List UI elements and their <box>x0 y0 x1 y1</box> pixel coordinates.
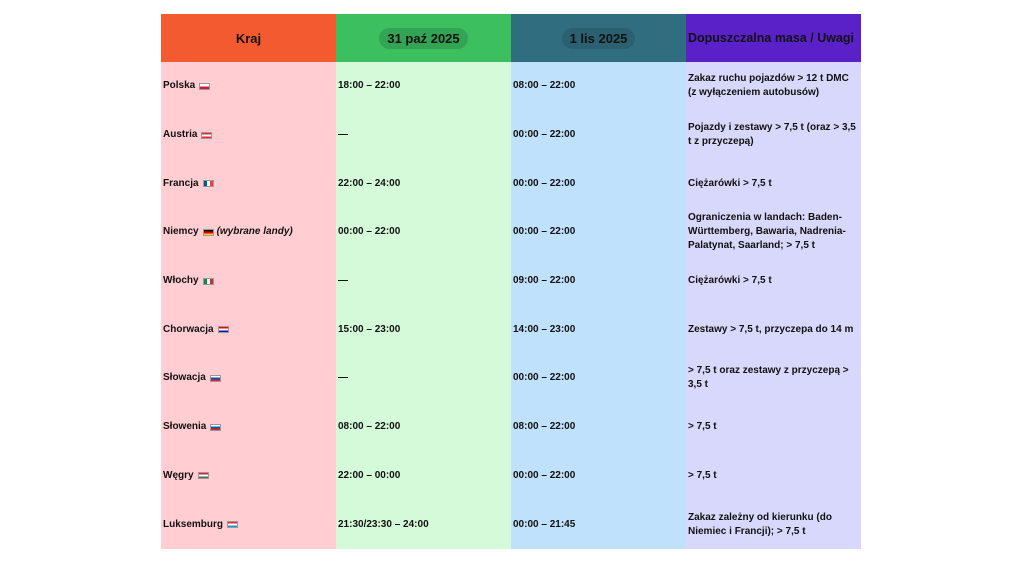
date1-cell: 21:30/23:30 – 24:00 <box>336 500 511 549</box>
flag-icon <box>203 180 214 187</box>
remarks-cell: Ograniczenia w landach: Baden-Württemberg, Bawaria, Nadrenia-Palatynat, Saarland; > 7,5 t <box>686 208 861 257</box>
table-row <box>161 62 861 111</box>
country-cell <box>161 62 336 111</box>
flag-icon <box>218 326 229 333</box>
remarks-cell: Pojazdy i zestawy > 7,5 t (oraz > 3,5 t z przyczepą) <box>686 111 861 160</box>
restrictions-table <box>161 14 861 549</box>
country-cell <box>161 452 336 501</box>
country-cell <box>161 111 336 160</box>
flag-icon <box>199 83 210 90</box>
table-row <box>161 111 861 160</box>
date2-cell: 00:00 – 21:45 <box>511 500 686 549</box>
flag-icon <box>203 278 214 285</box>
country-name: Francja <box>163 177 199 189</box>
country-name: Polska <box>163 80 196 92</box>
date2-cell: 00:00 – 22:00 <box>511 159 686 208</box>
country-name: Austria <box>163 129 198 141</box>
date1-cell: 22:00 – 00:00 <box>336 452 511 501</box>
date2-cell: 08:00 – 22:00 <box>511 403 686 452</box>
date1-cell: — <box>336 354 511 403</box>
country-name: Niemcy <box>163 226 199 238</box>
header-country: Kraj <box>161 14 336 62</box>
date1-cell: 00:00 – 22:00 <box>336 208 511 257</box>
date2-cell: 00:00 – 22:00 <box>511 208 686 257</box>
flag-icon <box>201 132 212 139</box>
country-cell <box>161 159 336 208</box>
country-name: Słowacja <box>163 372 206 384</box>
table-row <box>161 403 861 452</box>
table-row <box>161 159 861 208</box>
date1-cell: — <box>336 257 511 306</box>
date1-cell: — <box>336 111 511 160</box>
table-row <box>161 305 861 354</box>
remarks-cell: Zakaz ruchu pojazdów > 12 t DMC (z wyłączeniem autobusów) <box>686 62 861 111</box>
country-cell <box>161 305 336 354</box>
date1-cell: 18:00 – 22:00 <box>336 62 511 111</box>
remarks-cell: > 7,5 t <box>686 403 861 452</box>
date2-cell: 00:00 – 22:00 <box>511 111 686 160</box>
country-cell <box>161 354 336 403</box>
country-name: Chorwacja <box>163 323 214 335</box>
flag-icon <box>210 424 221 431</box>
header-notes: Dopuszczalna masa / Uwagi <box>686 14 861 62</box>
table-body <box>161 62 861 549</box>
table-row <box>161 452 861 501</box>
country-name: Włochy <box>163 275 199 287</box>
remarks-cell: Ciężarówki > 7,5 t <box>686 257 861 306</box>
country-name: Słowenia <box>163 421 207 433</box>
date2-cell: 14:00 – 23:00 <box>511 305 686 354</box>
flag-icon <box>198 472 209 479</box>
remarks-cell: Zestawy > 7,5 t, przyczepa do 14 m <box>686 305 861 354</box>
table-row <box>161 354 861 403</box>
date2-cell: 08:00 – 22:00 <box>511 62 686 111</box>
date1-cell: 08:00 – 22:00 <box>336 403 511 452</box>
date2-cell: 09:00 – 22:00 <box>511 257 686 306</box>
table-row <box>161 500 861 549</box>
remarks-cell: Zakaz zależny od kierunku (do Niemiec i Francji); > 7,5 t <box>686 500 861 549</box>
remarks-cell: > 7,5 t oraz zestawy z przyczepą > 3,5 t <box>686 354 861 403</box>
header-date1: 31 paź 2025 <box>336 14 511 62</box>
flag-icon <box>210 375 221 382</box>
country-cell <box>161 500 336 549</box>
country-cell <box>161 403 336 452</box>
country-cell <box>161 257 336 306</box>
date2-cell: 00:00 – 22:00 <box>511 354 686 403</box>
date1-cell: 22:00 – 24:00 <box>336 159 511 208</box>
flag-icon <box>227 521 238 528</box>
date1-cell: 15:00 – 23:00 <box>336 305 511 354</box>
remarks-cell: Ciężarówki > 7,5 t <box>686 159 861 208</box>
country-note: (wybrane landy) <box>216 226 293 238</box>
remarks-cell: > 7,5 t <box>686 452 861 501</box>
country-cell <box>161 208 336 257</box>
table-header <box>161 14 861 62</box>
flag-icon <box>203 229 214 236</box>
header-date2: 1 lis 2025 <box>511 14 686 62</box>
country-name: Węgry <box>163 469 194 481</box>
table-row <box>161 257 861 306</box>
country-name: Luksemburg <box>163 518 224 530</box>
date2-cell: 00:00 – 22:00 <box>511 452 686 501</box>
table-row <box>161 208 861 257</box>
